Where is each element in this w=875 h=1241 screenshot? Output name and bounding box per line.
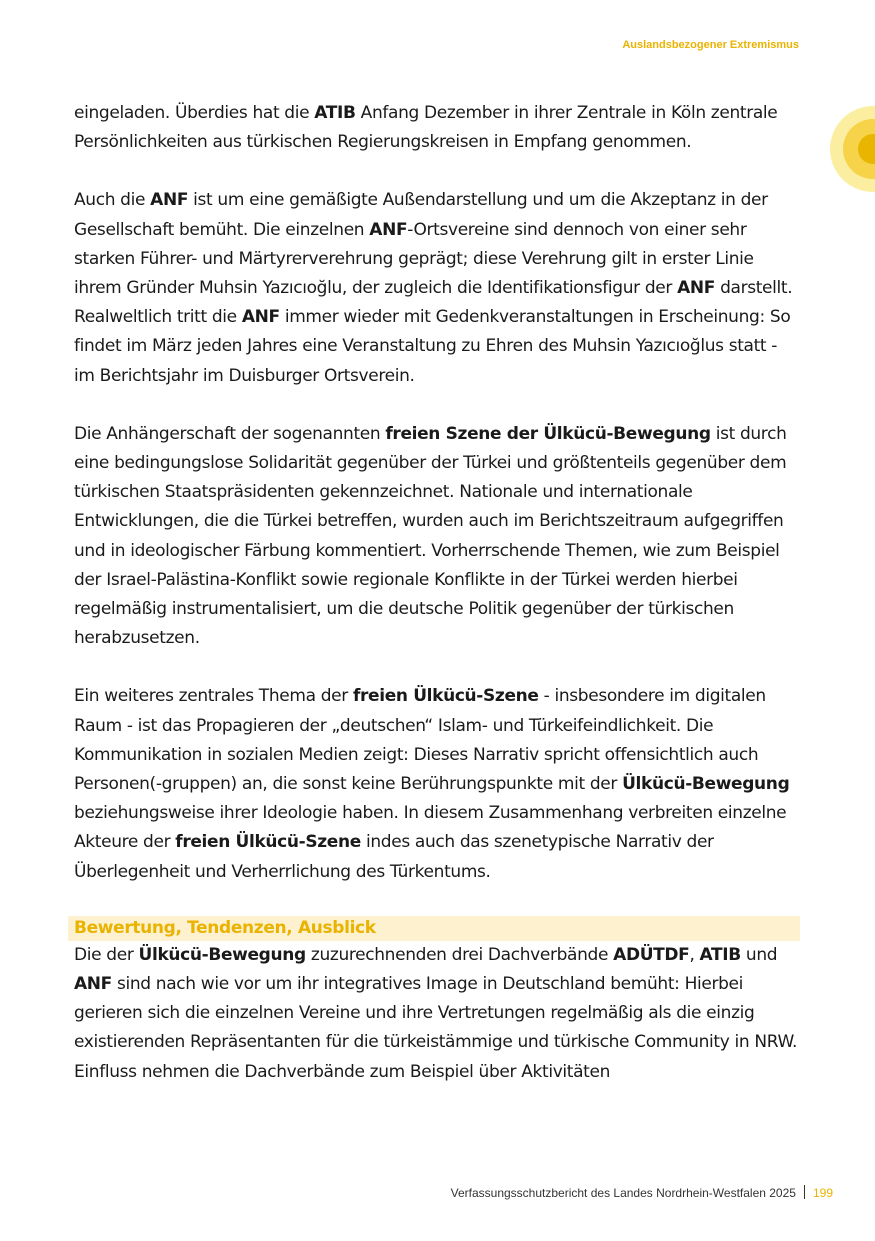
page-footer: [451, 1185, 833, 1200]
text-run: ,: [689, 944, 700, 965]
bold-term: freien Ülkücü-Szene: [352, 686, 539, 707]
text-run: indes auch das szenetypische Narrativ der Überlegenheit und Verherrlichung des Türkentums.: [74, 832, 714, 882]
text-run: immer wieder mit Gedenkveranstaltungen in Erscheinung: So findet im März jeden Jahres eine Veranstaltung zu Ehren des Muhsin Yazıcıoğlus statt - im Berichtsjahr im Duisburger Ortsverein.: [74, 307, 791, 386]
bold-term: ANF: [241, 307, 280, 328]
paragraph-1: [74, 99, 800, 157]
text-run: darstellt. Realweltlich tritt die: [74, 278, 793, 328]
paragraph-5: [74, 941, 800, 1087]
text-run: - insbesondere im digitalen Raum - ist das Propagieren der „deutschen“ Islam- und Türkeifeindlichkeit. Die Kommunikation in sozialen Medien zeigt: Dieses Narrativ spricht offensichtlich auch Personen(-gruppen) an, die sonst keine Berührungspunkte mit der: [74, 686, 766, 795]
text-run: eingeladen. Überdies hat die: [74, 103, 315, 123]
paragraph-2: [74, 186, 800, 390]
text-run: Anfang Dezember in ihrer Zentrale in Köln zentrale Persönlichkeiten aus türkischen Regierungskreisen in Empfang genommen.: [74, 103, 778, 153]
text-run: ist durch eine bedingungslose Solidarität gegenüber der Türkei und größtenteils gegenüber dem türkischen Staatspräsidenten gekennzeichnet. Nationale und internationale Entwicklungen, die die Türkei betreffen, wurden auch im Berichtszeitraum aufgegriffen und in ideologischer Färbung kommentiert. Vorherrschende Themen, wie zum Beispiel der Israel-Palästina-Konflikt sowie regionale Konflikte in der Türkei werden hierbei regelmäßig instrumentalisiert, um die deutsche Politik gegenüber der türkischen herabzusetzen.: [74, 423, 787, 649]
text-run: Die Anhängerschaft der sogenannten: [74, 423, 386, 444]
bold-term: freien Szene der Ülkücü-Bewegung: [385, 423, 711, 444]
text-run: Ein weiteres zentrales Thema der: [74, 686, 353, 707]
text-run: Auch die: [74, 190, 151, 211]
running-header: Auslandsbezogener Extremismus: [622, 39, 799, 51]
bold-term: Ülkücü-Bewegung: [622, 774, 790, 795]
bold-term: freien Ülkücü-Szene: [175, 832, 361, 853]
bold-term: ANF: [677, 278, 716, 299]
footer-divider: [804, 1185, 805, 1199]
text-run: zuzurechnenden drei Dachverbände: [305, 944, 614, 965]
text-run: ist um eine gemäßigte Außendarstellung und um die Akzeptanz in der Gesellschaft bemüht. Die einzelnen: [74, 190, 768, 240]
bold-term: ANF: [74, 974, 112, 995]
page-number: 199: [812, 1186, 833, 1200]
text-run: Die der: [74, 944, 139, 965]
bold-term: ATIB: [699, 944, 741, 965]
main-text: [74, 99, 800, 1087]
paragraph-3: [74, 420, 800, 654]
decorative-circle-icon: [830, 106, 875, 192]
bold-term: Ülkücü-Bewegung: [138, 944, 306, 965]
bold-term: ATIB: [314, 103, 356, 123]
bold-term: ANF: [369, 219, 408, 240]
footer-title: Verfassungsschutzbericht des Landes Nordrhein-Westfalen 2025: [450, 1186, 796, 1200]
paragraph-4: [74, 682, 800, 886]
text-run: beziehungsweise ihrer Ideologie haben. In diesem Zusammenhang verbreiten einzelne Akteure der: [74, 803, 787, 853]
text-run: und: [740, 944, 778, 965]
text-run: sind nach wie vor um ihr integratives Image in Deutschland bemüht: Hierbei gerieren sich die einzelnen Vereine und ihre Vertretungen regelmäßig als die einzig existierenden Repräsentanten für die türkeistämmige und türkische Community in NRW. Einfluss nehmen die Dachverbände zum Beispiel über Aktivitäten: [74, 974, 798, 1082]
text-run: -Ortsvereine sind dennoch von einer sehr starken Führer- und Märtyrerverehrung geprägt; diese Verehrung gilt in erster Linie ihrem Gründer Muhsin Yazıcıoğlu, der zugleich die Identifikationsfigur der: [74, 219, 754, 299]
section-subheading: Bewertung, Tendenzen, Ausblick: [68, 916, 800, 941]
bold-term: ADÜTDF: [613, 944, 690, 965]
bold-term: ANF: [150, 190, 189, 211]
